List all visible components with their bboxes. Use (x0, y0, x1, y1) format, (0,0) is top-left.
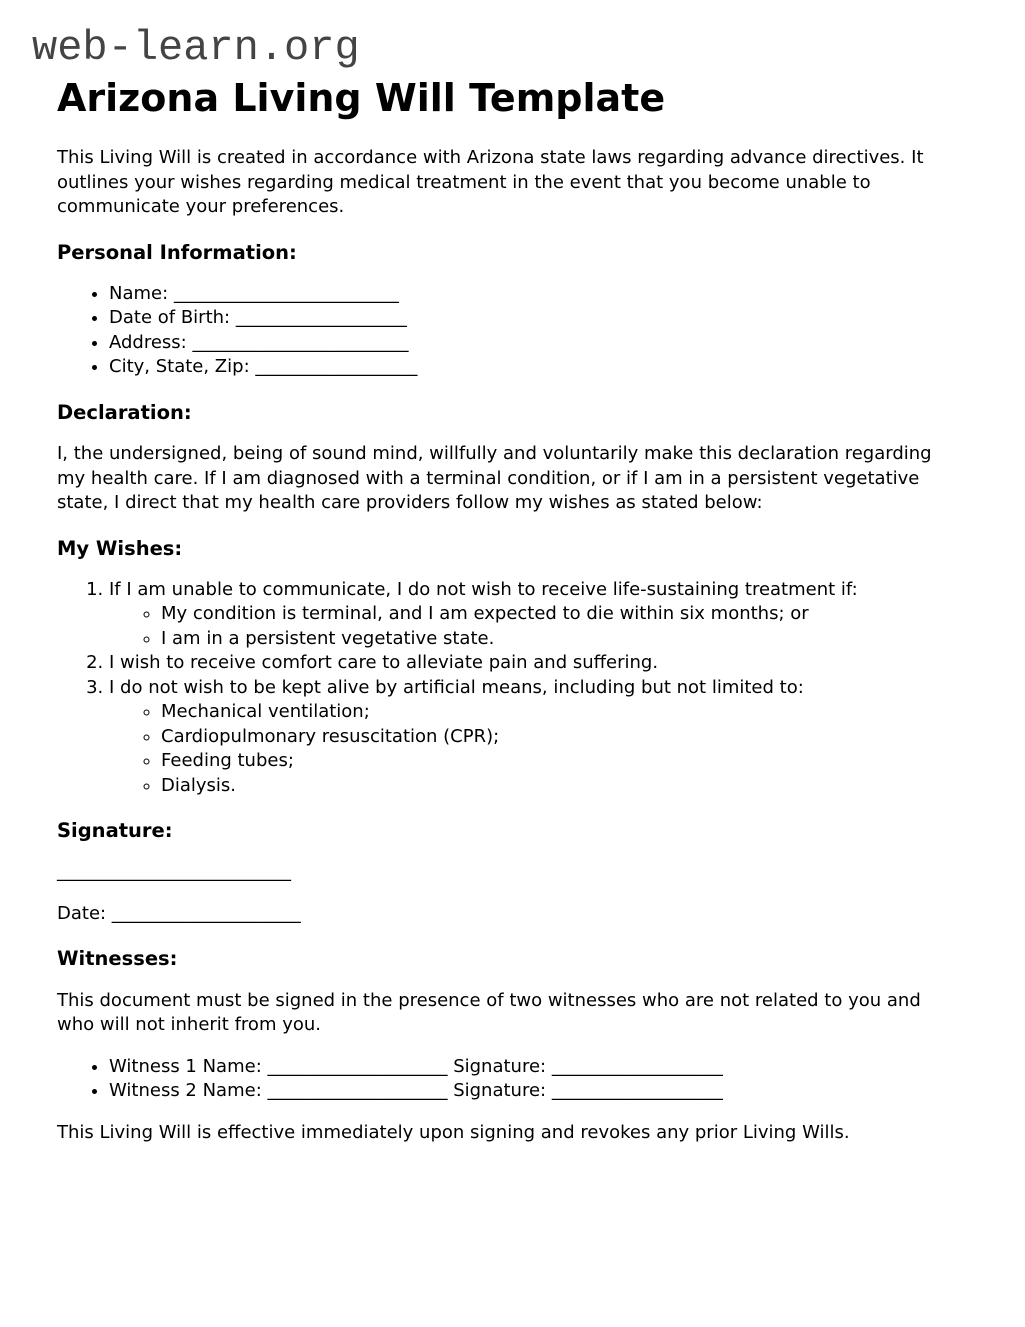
page-title: Arizona Living Will Template (57, 76, 666, 121)
site-logo: web-learn.org (32, 24, 360, 72)
personal-info-heading: Personal Information: (57, 240, 297, 264)
witness-1-line: • Witness 1 Name: ____________________ Signature: ___________________ (109, 1055, 947, 1079)
wishes-item-1-sub-1: ◦ My condition is terminal, and I am expected to die within six months; or (161, 602, 947, 626)
wishes-item-3-sub-4: ◦ Dialysis. (161, 774, 947, 798)
wishes-item-3 (109, 676, 947, 798)
wishes-item-3-sub-1: ◦ Mechanical ventilation; (161, 700, 947, 724)
wishes-item-2-text: I wish to receive comfort care to alleviate pain and suffering. (109, 652, 659, 674)
wishes-item-3-text: I do not wish to be kept alive by artificial means, including but not limited to: (109, 676, 804, 698)
personal-info-item-address: • Address: ________________________ (109, 331, 947, 355)
witness-2-line: • Witness 2 Name: ____________________ Signature: ___________________ (109, 1079, 947, 1103)
wishes-item-1-sub-2: ◦ I am in a persistent vegetative state. (161, 627, 947, 651)
witnesses-paragraph: This document must be signed in the presence of two witnesses who are not related to you and who will not inherit from you. (57, 989, 921, 1036)
document-content (57, 76, 947, 1145)
personal-info-item-city-state-zip: • City, State, Zip: __________________ (109, 355, 947, 379)
wishes-item-1 (109, 578, 947, 651)
effective-notice: This Living Will is effective immediately upon signing and revokes any prior Living Wills. (57, 1121, 850, 1143)
witnesses-list (57, 1055, 947, 1104)
personal-info-list (57, 282, 947, 380)
personal-info-item-dob: • Date of Birth: ___________________ (109, 306, 947, 330)
wishes-item-2 (109, 651, 947, 675)
signature-blank-line: __________________________ (57, 861, 291, 883)
declaration-paragraph: I, the undersigned, being of sound mind, willfully and voluntarily make this declaration regarding my health care. If I am diagnosed with a terminal condition, or if I am in a persistent vegetative state, I direct that my health care providers follow my wishes as stated below: (57, 443, 932, 514)
wishes-item-1-sublist (109, 602, 947, 651)
signature-heading: Signature: (57, 819, 173, 843)
declaration-heading: Declaration: (57, 400, 192, 424)
wishes-item-3-sub-3: ◦ Feeding tubes; (161, 749, 947, 773)
wishes-heading: My Wishes: (57, 536, 183, 560)
wishes-item-3-sublist (109, 700, 947, 798)
personal-info-item-name: • Name: _________________________ (109, 282, 947, 306)
wishes-item-1-text: If I am unable to communicate, I do not wish to receive life-sustaining treatment if: (109, 578, 858, 600)
witnesses-heading: Witnesses: (57, 947, 178, 971)
date-line: Date: _____________________ (57, 902, 301, 924)
wishes-list (57, 578, 947, 798)
wishes-item-3-sub-2: ◦ Cardiopulmonary resuscitation (CPR); (161, 725, 947, 749)
intro-paragraph: This Living Will is created in accordance with Arizona state laws regarding advance directives. It outlines your wishes regarding medical treatment in the event that you become unable to communicate your preferences. (57, 147, 924, 218)
